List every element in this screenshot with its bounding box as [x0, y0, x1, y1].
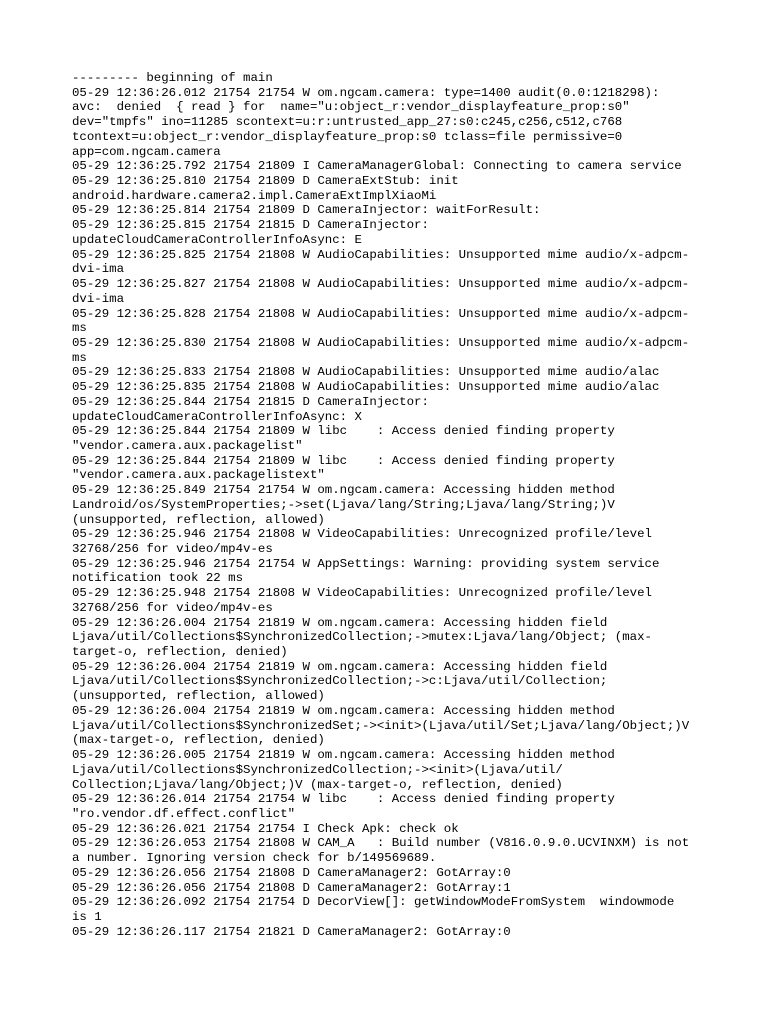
log-line: 05-29 12:36:25.844 21754 21815 D CameraInjector:	[72, 394, 429, 409]
log-line: Ljava/util/Collections$SynchronizedSet;-><init>(Ljava/util/Set;Ljava/lang/Object;)V	[72, 718, 690, 733]
log-line: dvi-ima	[72, 291, 125, 306]
log-line: tcontext=u:object_r:vendor_displayfeature_prop:s0 tclass=file permissive=0	[72, 129, 623, 144]
log-line: 05-29 12:36:25.849 21754 21754 W om.ngcam.camera: Accessing hidden method	[72, 483, 615, 498]
log-line: 05-29 12:36:25.830 21754 21808 W AudioCapabilities: Unsupported mime audio/x-adpcm-	[72, 335, 690, 350]
log-line: 05-29 12:36:25.815 21754 21815 D CameraInjector:	[72, 218, 429, 233]
log-line: 05-29 12:36:26.012 21754 21754 W om.ngcam.camera: type=1400 audit(0.0:1218298):	[72, 85, 660, 100]
log-line: "vendor.camera.aux.packagelistext"	[72, 468, 325, 483]
log-line: (unsupported, reflection, allowed)	[72, 689, 325, 704]
log-line: 05-29 12:36:25.844 21754 21809 W libc : Access denied finding property	[72, 453, 615, 468]
log-line: 05-29 12:36:25.814 21754 21809 D CameraInjector: waitForResult:	[72, 203, 541, 218]
log-document	[72, 71, 712, 939]
log-line: 05-29 12:36:26.005 21754 21819 W om.ngcam.camera: Accessing hidden method	[72, 748, 615, 763]
log-line: 05-29 12:36:26.004 21754 21819 W om.ngcam.camera: Accessing hidden field	[72, 615, 608, 630]
log-line: 05-29 12:36:26.004 21754 21819 W om.ngcam.camera: Accessing hidden field	[72, 659, 608, 674]
log-line: dev="tmpfs" ino=11285 scontext=u:r:untrusted_app_27:s0:c245,c256,c512,c768	[72, 115, 623, 130]
log-line: (max-target-o, reflection, denied)	[72, 733, 325, 748]
log-line: "vendor.camera.aux.packagelist"	[72, 438, 303, 453]
log-line: 05-29 12:36:26.117 21754 21821 D CameraManager2: GotArray:0	[72, 924, 511, 939]
log-line: target-o, reflection, denied)	[72, 645, 288, 660]
log-line: Ljava/util/Collections$SynchronizedCollection;->mutex:Ljava/lang/Object; (max-	[72, 630, 652, 645]
log-line: notification took 22 ms	[72, 571, 244, 586]
log-line: 05-29 12:36:25.835 21754 21808 W AudioCapabilities: Unsupported mime audio/alac	[72, 380, 660, 395]
log-line: app=com.ngcam.camera	[72, 144, 221, 159]
log-line: (unsupported, reflection, allowed)	[72, 512, 325, 527]
log-line: android.hardware.camera2.impl.CameraExtImplXiaoMi	[72, 188, 437, 203]
log-line: Collection;Ljava/lang/Object;)V (max-target-o, reflection, denied)	[72, 777, 563, 792]
log-line: 05-29 12:36:25.946 21754 21808 W VideoCapabilities: Unrecognized profile/level	[72, 527, 652, 542]
log-line: 05-29 12:36:25.833 21754 21808 W AudioCapabilities: Unsupported mime audio/alac	[72, 365, 660, 380]
log-line: is 1	[72, 909, 102, 924]
log-line: updateCloudCameraControllerInfoAsync: X	[72, 409, 362, 424]
log-line: Landroid/os/SystemProperties;->set(Ljava/lang/String;Ljava/lang/String;)V	[72, 497, 615, 512]
log-line: 05-29 12:36:25.828 21754 21808 W AudioCapabilities: Unsupported mime audio/x-adpcm-	[72, 306, 690, 321]
log-line: "ro.vendor.df.effect.conflict"	[72, 806, 296, 821]
log-line: 05-29 12:36:25.810 21754 21809 D CameraExtStub: init	[72, 174, 459, 189]
log-line: 05-29 12:36:26.056 21754 21808 D CameraManager2: GotArray:1	[72, 880, 511, 895]
log-line: 05-29 12:36:26.014 21754 21754 W libc : Access denied finding property	[72, 792, 615, 807]
log-line: --------- beginning of main	[72, 71, 273, 85]
log-line: 05-29 12:36:26.056 21754 21808 D CameraManager2: GotArray:0	[72, 865, 511, 880]
log-line: 05-29 12:36:25.844 21754 21809 W libc : Access denied finding property	[72, 424, 615, 439]
log-line: updateCloudCameraControllerInfoAsync: E	[72, 232, 362, 247]
log-line: 05-29 12:36:26.092 21754 21754 D DecorView[]: getWindowModeFromSystem windowmode	[72, 895, 675, 910]
log-line: a number. Ignoring version check for b/149569689.	[72, 851, 437, 866]
log-line: 05-29 12:36:25.948 21754 21808 W VideoCapabilities: Unrecognized profile/level	[72, 586, 652, 601]
log-line: 05-29 12:36:25.792 21754 21809 I CameraManagerGlobal: Connecting to camera service	[72, 159, 682, 174]
log-line: dvi-ima	[72, 262, 125, 277]
log-line: 05-29 12:36:25.946 21754 21754 W AppSettings: Warning: providing system service	[72, 556, 660, 571]
log-line: avc: denied { read } for name="u:object_r:vendor_displayfeature_prop:s0"	[72, 100, 630, 115]
log-line: 05-29 12:36:25.827 21754 21808 W AudioCapabilities: Unsupported mime audio/x-adpcm-	[72, 277, 690, 292]
log-line: 05-29 12:36:26.021 21754 21754 I Check Apk: check ok	[72, 821, 459, 836]
log-line: 05-29 12:36:25.825 21754 21808 W AudioCapabilities: Unsupported mime audio/x-adpcm-	[72, 247, 690, 262]
log-line: Ljava/util/Collections$SynchronizedCollection;-><init>(Ljava/util/	[72, 762, 563, 777]
log-line: 32768/256 for video/mp4v-es	[72, 600, 273, 615]
log-line: Ljava/util/Collections$SynchronizedCollection;->c:Ljava/util/Collection;	[72, 674, 608, 689]
log-line: 05-29 12:36:26.004 21754 21819 W om.ngcam.camera: Accessing hidden method	[72, 703, 615, 718]
log-line: ms	[72, 321, 87, 336]
log-line: ms	[72, 350, 87, 365]
log-line: 05-29 12:36:26.053 21754 21808 W CAM_A : Build number (V816.0.9.0.UCVINXM) is not	[72, 836, 690, 851]
log-line: 32768/256 for video/mp4v-es	[72, 542, 273, 556]
